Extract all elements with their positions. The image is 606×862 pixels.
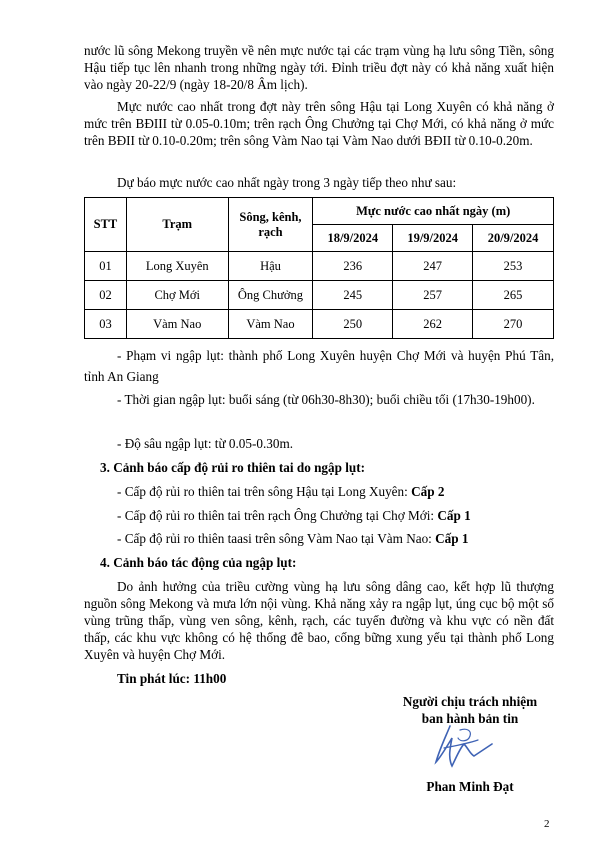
flood-time: - Thời gian ngập lụt: buổi sáng (từ 06h30-8h30); buổi chiều tối (17h30-19h00). (117, 392, 535, 407)
table-row (85, 252, 554, 281)
cell-value: 245 (313, 281, 393, 310)
cell-value: 247 (393, 252, 473, 281)
cell-value: 250 (313, 310, 393, 339)
cell-station: Chợ Mới (126, 281, 228, 310)
page-number: 2 (544, 818, 550, 830)
flood-scope: - Phạm vi ngập lụt: thành phố Long Xuyên huyện Chợ Mới và huyện Phú Tân, tỉnh An Giang (84, 348, 554, 384)
flood-depth: - Độ sâu ngập lụt: từ 0.05-0.30m. (117, 436, 294, 451)
section-4-body: Do ảnh hưởng của triều cường vùng hạ lưu sông dâng cao, kết hợp lũ thượng nguồn sông Mekong và mưa lớn nội vùng. Khả năng xảy ra ngập lụt, úng cục bộ một số vùng trũng thấp, vùng ven sông, kênh, rạch, các tuyến đường và khu vực có nền đất thấp, các khu vực không có hệ thống đê bao, cống bững xung yếu tại thành phố Long Xuyên và huyện Chợ Mới. (84, 579, 554, 662)
risk-level-value: Cấp 1 (437, 508, 471, 523)
section-3-heading: 3. Cảnh báo cấp độ rủi ro thiên tai do ngập lụt: (100, 460, 366, 475)
cell-stt: 01 (85, 252, 127, 281)
header-date: 19/9/2024 (393, 225, 473, 252)
cell-value: 270 (473, 310, 554, 339)
risk-level-item: - Cấp độ rủi ro thiên tai trên sông Hậu tại Long Xuyên: Cấp 2 (117, 484, 445, 499)
cell-value: 265 (473, 281, 554, 310)
signer-name: Phan Minh Đạt (426, 779, 514, 794)
cell-river: Vàm Nao (228, 310, 313, 339)
cell-value: 262 (393, 310, 473, 339)
risk-level-value: Cấp 2 (411, 484, 445, 499)
header-date: 20/9/2024 (473, 225, 554, 252)
handwritten-signature (430, 718, 500, 778)
cell-value: 253 (473, 252, 554, 281)
risk-level-item: - Cấp độ rủi ro thiên tai trên rạch Ông Chưởng tại Chợ Mới: Cấp 1 (117, 508, 471, 523)
table-row (85, 281, 554, 310)
signature-title: Người chịu trách nhiệm ban hành bản tin (402, 694, 538, 726)
section-4-heading: 4. Cảnh báo tác động của ngập lụt: (100, 555, 297, 570)
table-row (85, 310, 554, 339)
intro-paragraph-2: Mực nước cao nhất trong đợt này trên sông Hậu tại Long Xuyên có khả năng ở mức trên BĐIII từ 0.05-0.10m; trên rạch Ông Chưởng tại Chợ Mới, có khả năng ở mức trên BĐII từ 0.10-0.20m; trên sông Vàm Nao tại Vàm Nao dưới BĐII từ 0.10-0.20m. (84, 99, 554, 148)
risk-level-item: - Cấp độ rủi ro thiên taasi trên sông Vàm Nao tại Vàm Nao: Cấp 1 (117, 531, 469, 546)
header-river: Sông, kênh, rạch (228, 198, 313, 252)
water-level-forecast-table (84, 197, 554, 339)
risk-level-value: Cấp 1 (435, 531, 469, 546)
intro-paragraph-1: nước lũ sông Mekong truyền về nên mực nước tại các trạm vùng hạ lưu sông Tiền, sông Hậu tiếp tục lên nhanh trong những ngày tới. Đỉnh triều đợt này có khả năng xuất hiện vào ngày 20-22/9 (ngày 18-20/8 Âm lịch). (84, 43, 554, 92)
header-stt: STT (85, 198, 127, 252)
header-level-group: Mực nước cao nhất ngày (m) (313, 198, 554, 225)
cell-value: 236 (313, 252, 393, 281)
cell-value: 257 (393, 281, 473, 310)
cell-river: Hậu (228, 252, 313, 281)
header-station: Trạm (126, 198, 228, 252)
header-date: 18/9/2024 (313, 225, 393, 252)
cell-station: Long Xuyên (126, 252, 228, 281)
cell-stt: 03 (85, 310, 127, 339)
issued-time: Tin phát lúc: 11h00 (117, 671, 227, 686)
cell-stt: 02 (85, 281, 127, 310)
intro-paragraph-3: Dự báo mực nước cao nhất ngày trong 3 ngày tiếp theo như sau: (117, 175, 457, 190)
cell-river: Ông Chưởng (228, 281, 313, 310)
cell-station: Vàm Nao (126, 310, 228, 339)
